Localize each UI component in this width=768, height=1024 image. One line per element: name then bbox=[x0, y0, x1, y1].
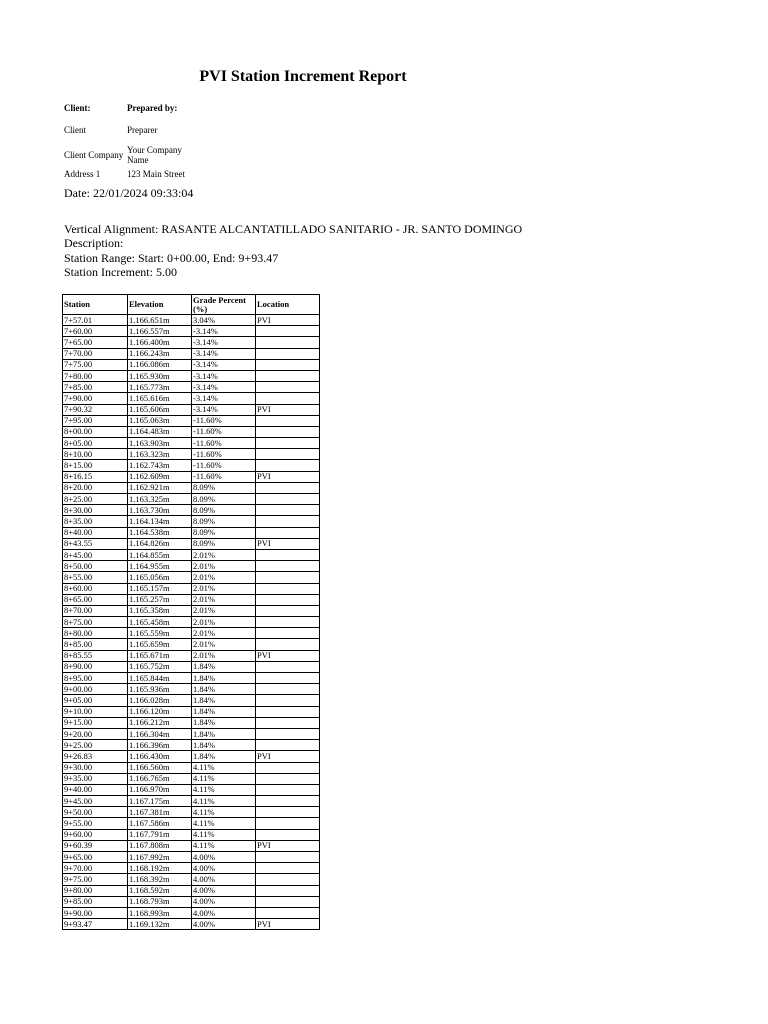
table-row bbox=[63, 538, 320, 549]
cell-elevation: 1.162.743m bbox=[128, 460, 192, 471]
cell-location bbox=[256, 896, 320, 907]
table-row bbox=[63, 728, 320, 739]
cell-location bbox=[256, 717, 320, 728]
cell-grade: -3.14% bbox=[192, 382, 256, 393]
cell-grade: 4.00% bbox=[192, 907, 256, 918]
cell-grade: -3.14% bbox=[192, 337, 256, 348]
cell-station: 8+35.00 bbox=[63, 516, 128, 527]
table-row bbox=[63, 594, 320, 605]
cell-elevation: 1.166.765m bbox=[128, 773, 192, 784]
cell-location bbox=[256, 728, 320, 739]
cell-grade: 8.09% bbox=[192, 527, 256, 538]
table-row bbox=[63, 796, 320, 807]
prepared-by-label: Prepared by: bbox=[127, 103, 178, 113]
header-grade-percent: Grade Percent (%) bbox=[192, 295, 256, 315]
cell-grade: 4.11% bbox=[192, 784, 256, 795]
cell-grade: 4.11% bbox=[192, 796, 256, 807]
cell-elevation: 1.167.175m bbox=[128, 796, 192, 807]
cell-elevation: 1.164.955m bbox=[128, 561, 192, 572]
cell-station: 9+60.00 bbox=[63, 829, 128, 840]
client-address: Address 1 bbox=[64, 169, 101, 179]
table-row bbox=[63, 505, 320, 516]
vertical-alignment: Vertical Alignment: RASANTE ALCANTATILLADO SANITARIO - JR. SANTO DOMINGO bbox=[64, 222, 523, 236]
table-row bbox=[63, 650, 320, 661]
cell-grade: 1.84% bbox=[192, 684, 256, 695]
cell-station: 9+20.00 bbox=[63, 728, 128, 739]
table-row bbox=[63, 840, 320, 851]
cell-station: 8+50.00 bbox=[63, 561, 128, 572]
cell-station: 8+80.00 bbox=[63, 628, 128, 639]
cell-location: PVI bbox=[256, 840, 320, 851]
cell-elevation: 1.166.304m bbox=[128, 728, 192, 739]
cell-elevation: 1.166.430m bbox=[128, 751, 192, 762]
table-row bbox=[63, 326, 320, 337]
cell-station: 7+57.01 bbox=[63, 315, 128, 326]
cell-location bbox=[256, 874, 320, 885]
cell-grade: 2.01% bbox=[192, 583, 256, 594]
cell-grade: 4.00% bbox=[192, 852, 256, 863]
cell-station: 8+05.00 bbox=[63, 438, 128, 449]
table-row bbox=[63, 460, 320, 471]
cell-station: 8+95.00 bbox=[63, 673, 128, 684]
cell-location bbox=[256, 740, 320, 751]
cell-elevation: 1.167.992m bbox=[128, 852, 192, 863]
cell-elevation: 1.165.616m bbox=[128, 393, 192, 404]
cell-station: 8+40.00 bbox=[63, 527, 128, 538]
alignment-info bbox=[64, 222, 522, 279]
table-row bbox=[63, 639, 320, 650]
cell-elevation: 1.164.134m bbox=[128, 516, 192, 527]
cell-elevation: 1.165.056m bbox=[128, 572, 192, 583]
table-row bbox=[63, 740, 320, 751]
cell-elevation: 1.165.671m bbox=[128, 650, 192, 661]
cell-location bbox=[256, 527, 320, 538]
cell-grade: -3.14% bbox=[192, 393, 256, 404]
cell-location bbox=[256, 382, 320, 393]
cell-station: 9+10.00 bbox=[63, 706, 128, 717]
cell-grade: 4.00% bbox=[192, 919, 256, 930]
cell-location bbox=[256, 438, 320, 449]
client-label: Client: bbox=[64, 103, 91, 113]
cell-location bbox=[256, 796, 320, 807]
table-row bbox=[63, 784, 320, 795]
cell-elevation: 1.165.257m bbox=[128, 594, 192, 605]
client-name: Client bbox=[64, 125, 86, 135]
cell-station: 9+40.00 bbox=[63, 784, 128, 795]
cell-grade: 4.11% bbox=[192, 818, 256, 829]
cell-grade: 4.11% bbox=[192, 829, 256, 840]
cell-location bbox=[256, 661, 320, 672]
cell-station: 7+75.00 bbox=[63, 359, 128, 370]
cell-grade: 4.11% bbox=[192, 840, 256, 851]
cell-elevation: 1.165.752m bbox=[128, 661, 192, 672]
table-row bbox=[63, 751, 320, 762]
cell-grade: -11.60% bbox=[192, 449, 256, 460]
cell-station: 7+60.00 bbox=[63, 326, 128, 337]
cell-elevation: 1.162.921m bbox=[128, 482, 192, 493]
cell-elevation: 1.166.560m bbox=[128, 762, 192, 773]
cell-grade: 4.00% bbox=[192, 863, 256, 874]
table-row bbox=[63, 438, 320, 449]
table-header-row bbox=[63, 295, 320, 315]
cell-station: 9+30.00 bbox=[63, 762, 128, 773]
cell-grade: 4.00% bbox=[192, 874, 256, 885]
cell-grade: 2.01% bbox=[192, 549, 256, 560]
cell-elevation: 1.168.993m bbox=[128, 907, 192, 918]
cell-location bbox=[256, 762, 320, 773]
cell-elevation: 1.164.826m bbox=[128, 538, 192, 549]
cell-elevation: 1.168.592m bbox=[128, 885, 192, 896]
cell-elevation: 1.166.557m bbox=[128, 326, 192, 337]
table-row bbox=[63, 695, 320, 706]
cell-location: PVI bbox=[256, 919, 320, 930]
table-row bbox=[63, 482, 320, 493]
table-row bbox=[63, 852, 320, 863]
cell-station: 9+00.00 bbox=[63, 684, 128, 695]
cell-grade: 3.04% bbox=[192, 315, 256, 326]
cell-location bbox=[256, 561, 320, 572]
cell-elevation: 1.168.192m bbox=[128, 863, 192, 874]
cell-location: PVI bbox=[256, 404, 320, 415]
cell-grade: 2.01% bbox=[192, 639, 256, 650]
cell-elevation: 1.165.936m bbox=[128, 684, 192, 695]
cell-location bbox=[256, 505, 320, 516]
table-row bbox=[63, 527, 320, 538]
cell-station: 9+45.00 bbox=[63, 796, 128, 807]
table-row bbox=[63, 449, 320, 460]
header-station: Station bbox=[63, 295, 128, 315]
cell-station: 9+35.00 bbox=[63, 773, 128, 784]
cell-elevation: 1.164.538m bbox=[128, 527, 192, 538]
cell-grade: 1.84% bbox=[192, 706, 256, 717]
cell-location bbox=[256, 583, 320, 594]
cell-grade: 1.84% bbox=[192, 751, 256, 762]
table-row bbox=[63, 583, 320, 594]
table-row bbox=[63, 471, 320, 482]
cell-station: 7+65.00 bbox=[63, 337, 128, 348]
cell-station: 8+16.15 bbox=[63, 471, 128, 482]
cell-grade: 2.01% bbox=[192, 594, 256, 605]
table-row bbox=[63, 393, 320, 404]
cell-location bbox=[256, 516, 320, 527]
cell-location bbox=[256, 460, 320, 471]
table-row bbox=[63, 863, 320, 874]
cell-station: 8+85.55 bbox=[63, 650, 128, 661]
table-row bbox=[63, 628, 320, 639]
cell-elevation: 1.166.400m bbox=[128, 337, 192, 348]
cell-elevation: 1.167.381m bbox=[128, 807, 192, 818]
cell-station: 7+70.00 bbox=[63, 348, 128, 359]
cell-station: 8+60.00 bbox=[63, 583, 128, 594]
cell-elevation: 1.165.559m bbox=[128, 628, 192, 639]
table-row bbox=[63, 494, 320, 505]
cell-station: 8+90.00 bbox=[63, 661, 128, 672]
cell-elevation: 1.165.063m bbox=[128, 415, 192, 426]
cell-elevation: 1.166.396m bbox=[128, 740, 192, 751]
cell-elevation: 1.165.930m bbox=[128, 370, 192, 381]
cell-grade: 2.01% bbox=[192, 605, 256, 616]
cell-station: 7+90.00 bbox=[63, 393, 128, 404]
table-row bbox=[63, 807, 320, 818]
cell-station: 9+80.00 bbox=[63, 885, 128, 896]
table-row bbox=[63, 684, 320, 695]
cell-elevation: 1.166.028m bbox=[128, 695, 192, 706]
cell-location bbox=[256, 863, 320, 874]
station-increment: Station Increment: 5.00 bbox=[64, 264, 177, 279]
table-row bbox=[63, 370, 320, 381]
cell-station: 9+85.00 bbox=[63, 896, 128, 907]
header-elevation: Elevation bbox=[128, 295, 192, 315]
cell-station: 7+85.00 bbox=[63, 382, 128, 393]
cell-station: 9+93.47 bbox=[63, 919, 128, 930]
cell-elevation: 1.163.730m bbox=[128, 505, 192, 516]
cell-location bbox=[256, 617, 320, 628]
cell-location bbox=[256, 706, 320, 717]
cell-elevation: 1.163.903m bbox=[128, 438, 192, 449]
cell-grade: 4.00% bbox=[192, 885, 256, 896]
cell-grade: -3.14% bbox=[192, 326, 256, 337]
table-row bbox=[63, 773, 320, 784]
table-row bbox=[63, 382, 320, 393]
cell-location bbox=[256, 348, 320, 359]
cell-station: 8+15.00 bbox=[63, 460, 128, 471]
cell-grade: 8.09% bbox=[192, 482, 256, 493]
cell-location bbox=[256, 393, 320, 404]
cell-location: PVI bbox=[256, 471, 320, 482]
cell-station: 8+10.00 bbox=[63, 449, 128, 460]
cell-location bbox=[256, 907, 320, 918]
cell-grade: -11.60% bbox=[192, 426, 256, 437]
cell-location bbox=[256, 784, 320, 795]
table-row bbox=[63, 426, 320, 437]
cell-grade: -3.14% bbox=[192, 359, 256, 370]
table-row bbox=[63, 762, 320, 773]
table-row bbox=[63, 818, 320, 829]
cell-elevation: 1.165.773m bbox=[128, 382, 192, 393]
cell-location bbox=[256, 673, 320, 684]
table-row bbox=[63, 829, 320, 840]
cell-grade: -11.60% bbox=[192, 415, 256, 426]
table-row bbox=[63, 874, 320, 885]
cell-grade: 8.09% bbox=[192, 505, 256, 516]
cell-location bbox=[256, 494, 320, 505]
cell-location bbox=[256, 829, 320, 840]
cell-location bbox=[256, 549, 320, 560]
cell-station: 9+50.00 bbox=[63, 807, 128, 818]
cell-station: 8+70.00 bbox=[63, 605, 128, 616]
cell-location bbox=[256, 695, 320, 706]
cell-station: 7+80.00 bbox=[63, 370, 128, 381]
your-company-name: Your Company Name bbox=[127, 145, 182, 165]
table-row bbox=[63, 549, 320, 560]
cell-grade: 8.09% bbox=[192, 516, 256, 527]
cell-location bbox=[256, 482, 320, 493]
cell-grade: 1.84% bbox=[192, 661, 256, 672]
table-row bbox=[63, 348, 320, 359]
cell-location bbox=[256, 326, 320, 337]
cell-location bbox=[256, 370, 320, 381]
cell-location bbox=[256, 628, 320, 639]
cell-location bbox=[256, 594, 320, 605]
cell-location: PVI bbox=[256, 751, 320, 762]
cell-elevation: 1.166.120m bbox=[128, 706, 192, 717]
cell-station: 8+55.00 bbox=[63, 572, 128, 583]
cell-grade: 1.84% bbox=[192, 717, 256, 728]
cell-location bbox=[256, 807, 320, 818]
cell-grade: 2.01% bbox=[192, 628, 256, 639]
cell-location bbox=[256, 773, 320, 784]
cell-location bbox=[256, 605, 320, 616]
cell-location: PVI bbox=[256, 650, 320, 661]
cell-station: 8+25.00 bbox=[63, 494, 128, 505]
cell-location bbox=[256, 449, 320, 460]
cell-elevation: 1.166.243m bbox=[128, 348, 192, 359]
cell-elevation: 1.167.808m bbox=[128, 840, 192, 851]
cell-grade: -11.60% bbox=[192, 471, 256, 482]
table-row bbox=[63, 907, 320, 918]
cell-station: 8+45.00 bbox=[63, 549, 128, 560]
cell-elevation: 1.165.458m bbox=[128, 617, 192, 628]
cell-station: 8+00.00 bbox=[63, 426, 128, 437]
preparer-street: 123 Main Street bbox=[127, 169, 185, 179]
cell-elevation: 1.164.855m bbox=[128, 549, 192, 560]
cell-elevation: 1.166.086m bbox=[128, 359, 192, 370]
description: Description: bbox=[64, 236, 124, 251]
cell-elevation: 1.166.651m bbox=[128, 315, 192, 326]
table-row bbox=[63, 572, 320, 583]
cell-grade: -3.14% bbox=[192, 348, 256, 359]
cell-elevation: 1.166.970m bbox=[128, 784, 192, 795]
client-info-block bbox=[64, 103, 185, 181]
cell-grade: -11.60% bbox=[192, 460, 256, 471]
cell-grade: 4.00% bbox=[192, 896, 256, 907]
cell-station: 9+26.83 bbox=[63, 751, 128, 762]
cell-grade: 2.01% bbox=[192, 561, 256, 572]
cell-grade: 8.09% bbox=[192, 494, 256, 505]
table-row bbox=[63, 315, 320, 326]
table-row bbox=[63, 717, 320, 728]
cell-grade: -3.14% bbox=[192, 370, 256, 381]
table-row bbox=[63, 706, 320, 717]
station-table bbox=[62, 294, 320, 930]
cell-location bbox=[256, 852, 320, 863]
table-row bbox=[63, 404, 320, 415]
cell-grade: 2.01% bbox=[192, 572, 256, 583]
cell-station: 8+30.00 bbox=[63, 505, 128, 516]
table-row bbox=[63, 617, 320, 628]
preparer-name: Preparer bbox=[127, 125, 158, 135]
cell-station: 8+20.00 bbox=[63, 482, 128, 493]
table-row bbox=[63, 359, 320, 370]
cell-grade: 2.01% bbox=[192, 650, 256, 661]
table-row bbox=[63, 605, 320, 616]
cell-location bbox=[256, 818, 320, 829]
cell-station: 9+05.00 bbox=[63, 695, 128, 706]
cell-elevation: 1.167.586m bbox=[128, 818, 192, 829]
cell-grade: 4.11% bbox=[192, 807, 256, 818]
cell-elevation: 1.166.212m bbox=[128, 717, 192, 728]
cell-elevation: 1.165.606m bbox=[128, 404, 192, 415]
cell-elevation: 1.168.392m bbox=[128, 874, 192, 885]
cell-location bbox=[256, 684, 320, 695]
cell-grade: 8.09% bbox=[192, 538, 256, 549]
cell-station: 9+90.00 bbox=[63, 907, 128, 918]
table-row bbox=[63, 415, 320, 426]
cell-grade: 1.84% bbox=[192, 695, 256, 706]
cell-location: PVI bbox=[256, 538, 320, 549]
table-row bbox=[63, 561, 320, 572]
cell-elevation: 1.163.323m bbox=[128, 449, 192, 460]
cell-grade: 2.01% bbox=[192, 617, 256, 628]
cell-elevation: 1.165.844m bbox=[128, 673, 192, 684]
cell-station: 8+43.55 bbox=[63, 538, 128, 549]
table-body bbox=[63, 315, 320, 930]
cell-grade: -3.14% bbox=[192, 404, 256, 415]
cell-station: 9+70.00 bbox=[63, 863, 128, 874]
cell-elevation: 1.165.358m bbox=[128, 605, 192, 616]
cell-location bbox=[256, 885, 320, 896]
table-row bbox=[63, 337, 320, 348]
cell-grade: 4.11% bbox=[192, 762, 256, 773]
cell-station: 9+55.00 bbox=[63, 818, 128, 829]
cell-elevation: 1.167.791m bbox=[128, 829, 192, 840]
cell-location: PVI bbox=[256, 315, 320, 326]
cell-station: 9+65.00 bbox=[63, 852, 128, 863]
cell-grade: 1.84% bbox=[192, 673, 256, 684]
report-date: Date: 22/01/2024 09:33:04 bbox=[64, 186, 194, 200]
cell-grade: -11.60% bbox=[192, 438, 256, 449]
cell-station: 7+90.32 bbox=[63, 404, 128, 415]
client-company: Client Company bbox=[64, 150, 124, 160]
cell-station: 9+15.00 bbox=[63, 717, 128, 728]
cell-grade: 1.84% bbox=[192, 740, 256, 751]
cell-elevation: 1.165.659m bbox=[128, 639, 192, 650]
cell-location bbox=[256, 426, 320, 437]
cell-location bbox=[256, 359, 320, 370]
cell-station: 9+60.39 bbox=[63, 840, 128, 851]
table-row bbox=[63, 919, 320, 930]
station-range: Station Range: Start: 0+00.00, End: 9+93.47 bbox=[64, 250, 279, 265]
header-location: Location bbox=[256, 295, 320, 315]
cell-elevation: 1.168.793m bbox=[128, 896, 192, 907]
cell-location bbox=[256, 639, 320, 650]
report-title: PVI Station Increment Report bbox=[199, 68, 407, 85]
cell-elevation: 1.169.132m bbox=[128, 919, 192, 930]
table-row bbox=[63, 661, 320, 672]
cell-elevation: 1.164.483m bbox=[128, 426, 192, 437]
table-row bbox=[63, 896, 320, 907]
cell-station: 9+75.00 bbox=[63, 874, 128, 885]
cell-location bbox=[256, 415, 320, 426]
table-row bbox=[63, 885, 320, 896]
cell-elevation: 1.163.325m bbox=[128, 494, 192, 505]
cell-location bbox=[256, 572, 320, 583]
cell-station: 8+75.00 bbox=[63, 617, 128, 628]
cell-station: 7+95.00 bbox=[63, 415, 128, 426]
table-row bbox=[63, 673, 320, 684]
cell-grade: 1.84% bbox=[192, 728, 256, 739]
cell-grade: 4.11% bbox=[192, 773, 256, 784]
cell-station: 8+65.00 bbox=[63, 594, 128, 605]
cell-elevation: 1.162.609m bbox=[128, 471, 192, 482]
cell-elevation: 1.165.157m bbox=[128, 583, 192, 594]
table-row bbox=[63, 516, 320, 527]
cell-location bbox=[256, 337, 320, 348]
cell-station: 9+25.00 bbox=[63, 740, 128, 751]
cell-station: 8+85.00 bbox=[63, 639, 128, 650]
